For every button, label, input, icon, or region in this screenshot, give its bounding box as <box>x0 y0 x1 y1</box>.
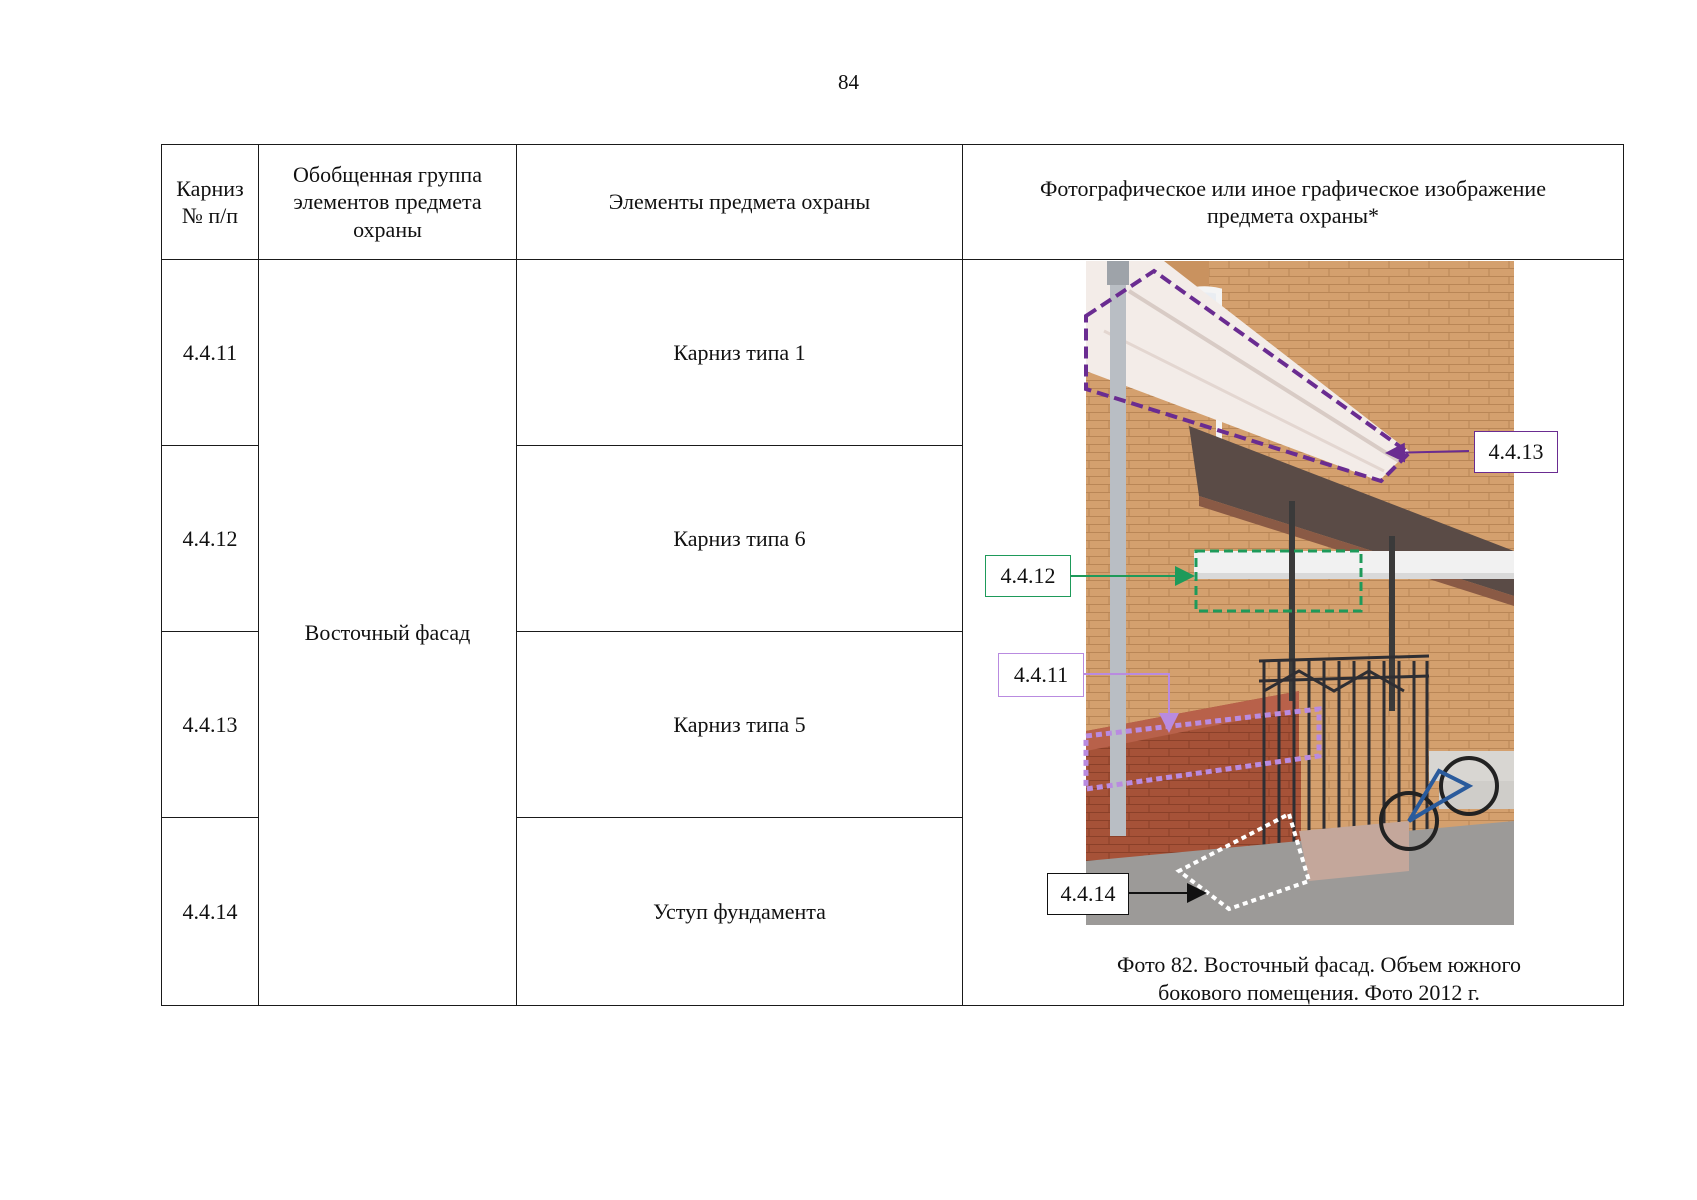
page-number: 84 <box>838 70 859 94</box>
row-number: 4.4.11 <box>162 260 259 446</box>
row-number: 4.4.12 <box>162 446 259 632</box>
caption-line-1: Фото 82. Восточный фасад. Объем южного <box>1117 951 1521 977</box>
row-element: Карниз типа 5 <box>517 632 963 818</box>
header-elements: Элементы предмета охраны <box>517 145 963 260</box>
row-number: 4.4.13 <box>162 632 259 818</box>
callout-4-4-14: 4.4.14 <box>1047 873 1129 915</box>
caption-line-2: бокового помещения. Фото 2012 г. <box>1158 979 1480 1005</box>
callout-4-4-12: 4.4.12 <box>985 555 1071 597</box>
header-number: Карниз № п/п <box>162 145 259 260</box>
row-element: Карниз типа 1 <box>517 260 963 446</box>
facade-photo <box>969 261 1629 1005</box>
callout-4-4-13: 4.4.13 <box>1474 431 1558 473</box>
table-header-row <box>162 145 1624 260</box>
header-group: Обобщенная группа элементов предмета охраны <box>259 145 517 260</box>
photo-cell <box>963 260 1624 1006</box>
callout-4-4-11: 4.4.11 <box>998 653 1084 697</box>
row-element: Уступ фундамента <box>517 818 963 1006</box>
group-cell: Восточный фасад <box>259 260 517 1006</box>
protected-elements-table <box>161 144 1624 1006</box>
photo-caption <box>1009 951 1629 1007</box>
row-element: Карниз типа 6 <box>517 446 963 632</box>
row-number: 4.4.14 <box>162 818 259 1006</box>
header-image: Фотографическое или иное графическое изображение предмета охраны* <box>963 145 1624 260</box>
table-row <box>162 260 1624 446</box>
